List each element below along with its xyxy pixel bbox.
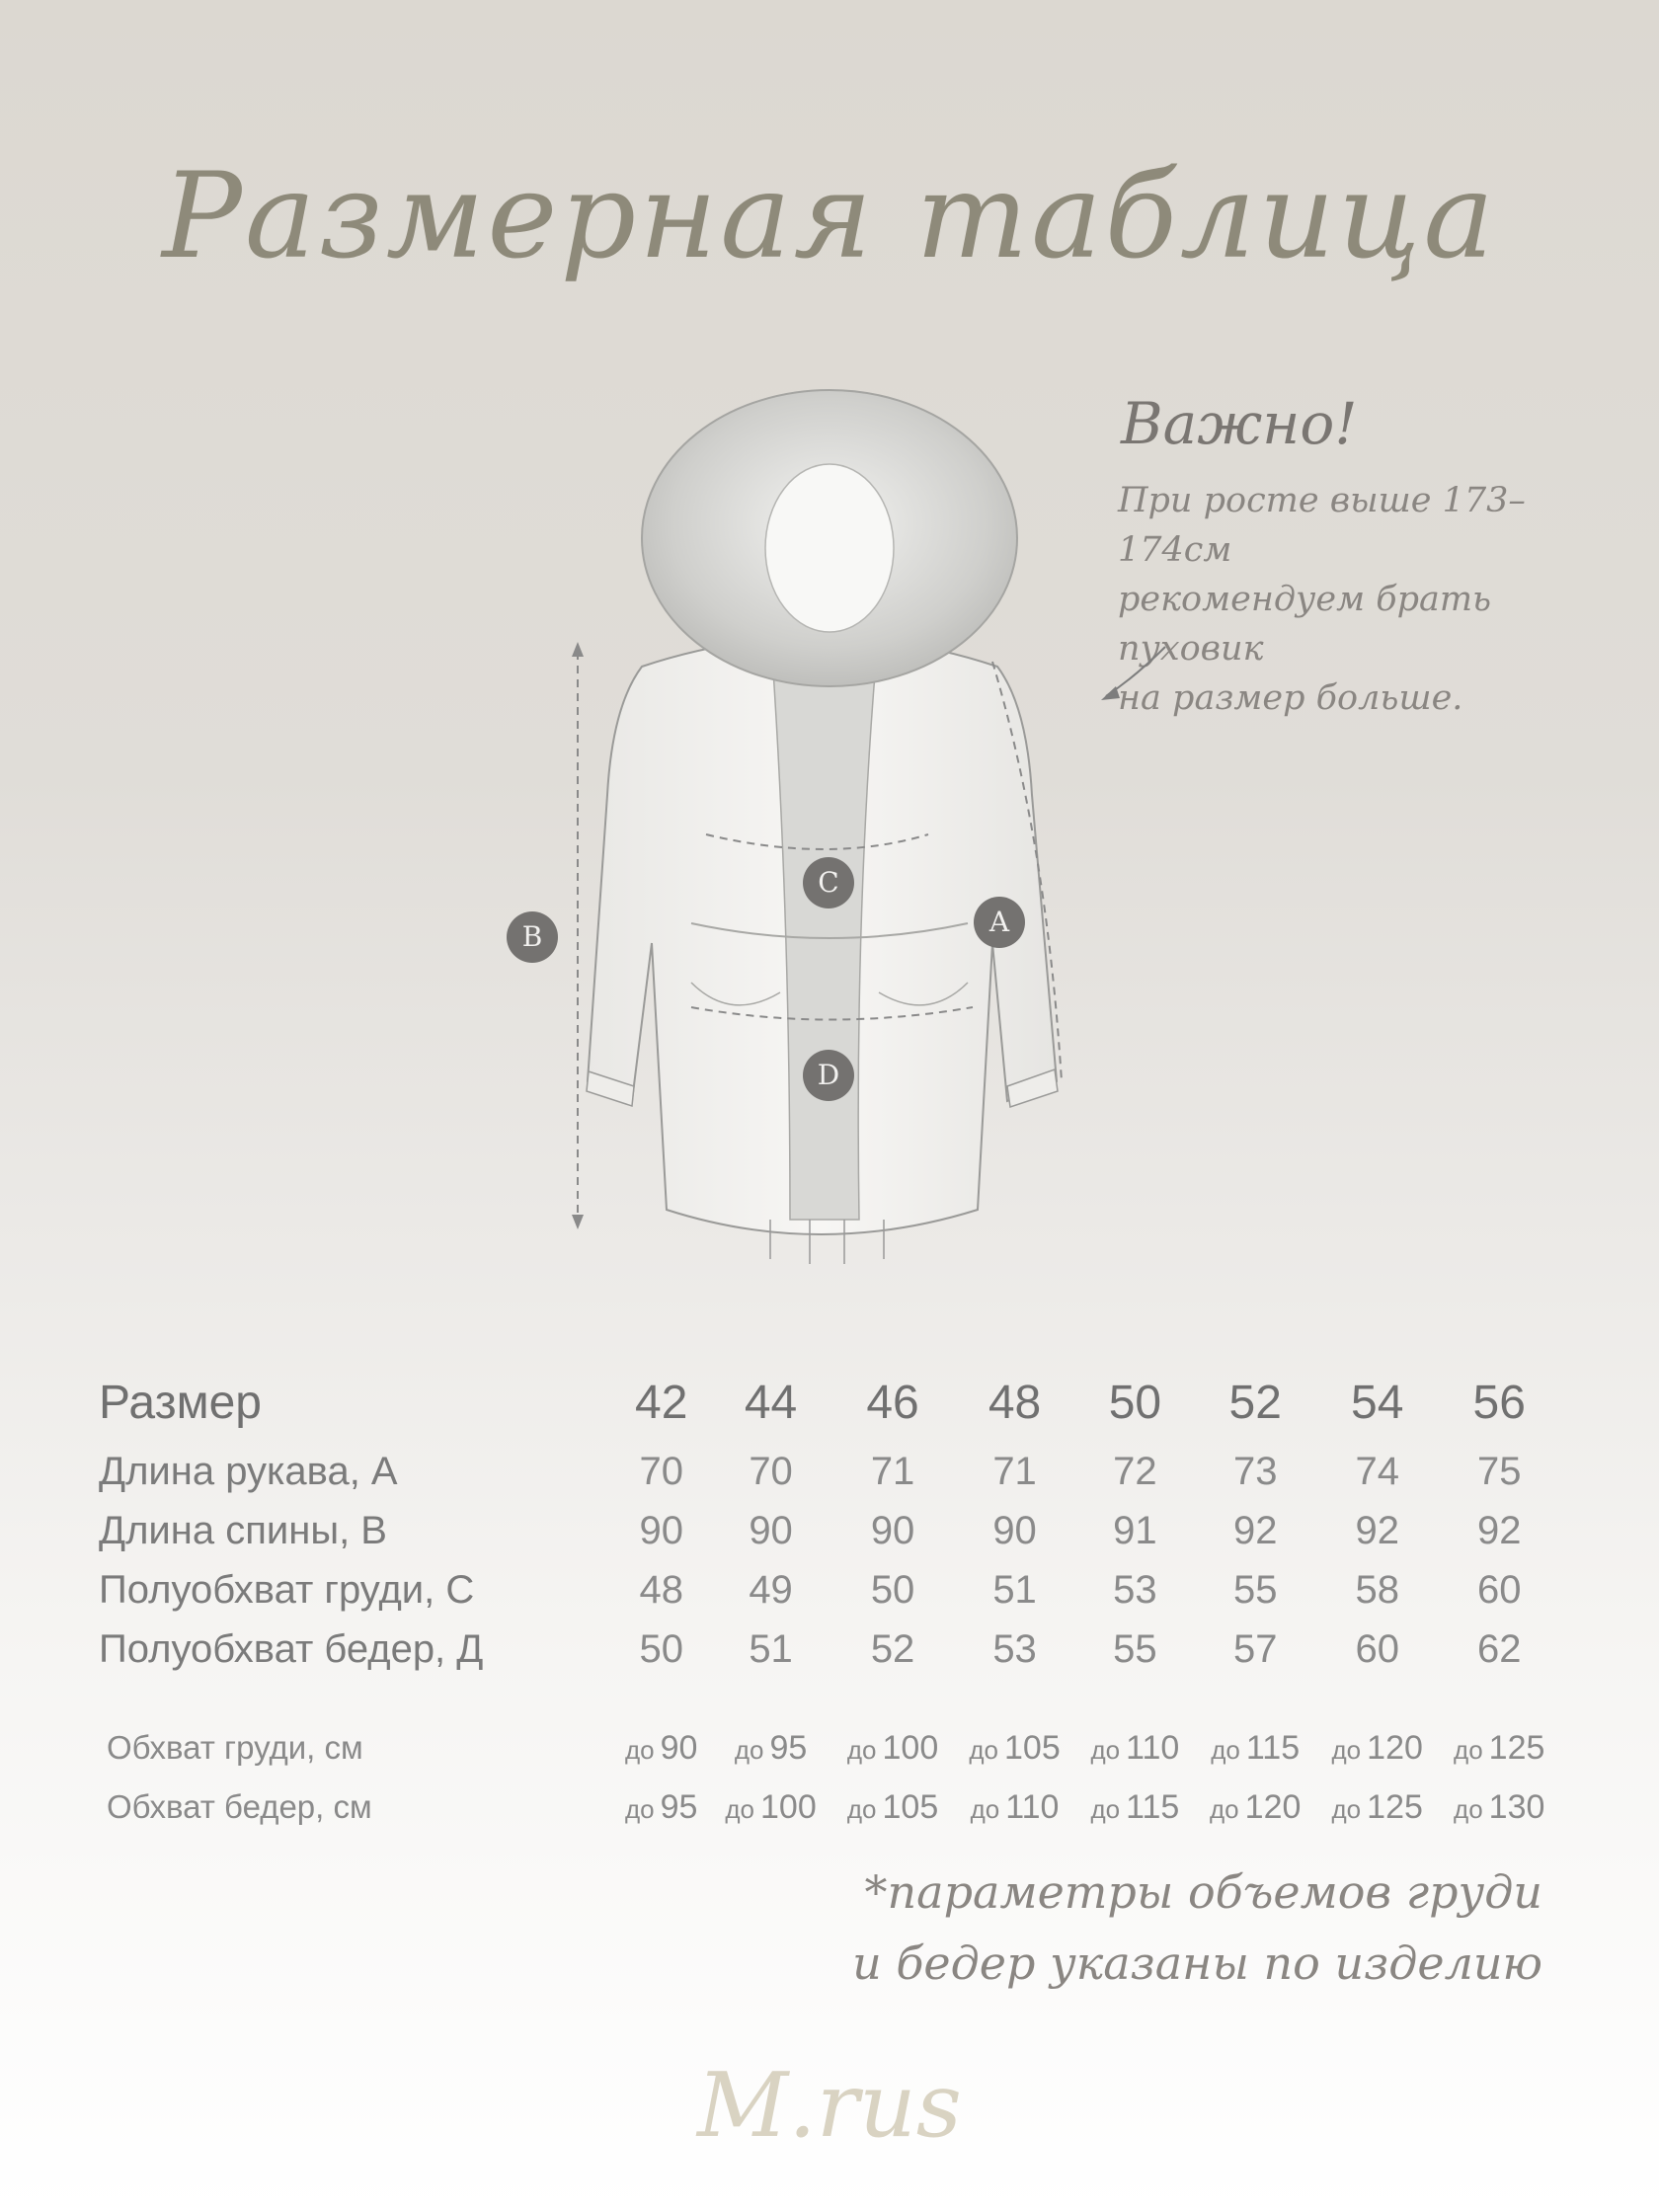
size-header-row (99, 1363, 1560, 1442)
row-label: Обхват бедер, см (107, 1788, 372, 1825)
table-cell: 73 (1232, 1449, 1278, 1493)
table-cell: 90 (870, 1508, 915, 1552)
size-col: 56 (1472, 1376, 1526, 1429)
coat-illustration (494, 351, 1185, 1318)
table-cell (1075, 1778, 1194, 1837)
table-cell: 49 (749, 1567, 793, 1612)
size-col: 50 (1108, 1376, 1162, 1429)
prefix-label: до (970, 1793, 1000, 1824)
table-cell (954, 1778, 1076, 1837)
table-cell: 53 (1113, 1567, 1157, 1612)
cell-value: 100 (882, 1728, 939, 1767)
size-col: 46 (866, 1376, 919, 1429)
table-row (99, 1501, 1560, 1560)
size-col: 54 (1351, 1376, 1404, 1429)
cell-value: 115 (1126, 1787, 1180, 1826)
cell-value: 130 (1488, 1787, 1545, 1826)
table-cell (613, 1718, 710, 1778)
page-title: Размерная таблица (162, 148, 1497, 285)
cell-value: 95 (769, 1728, 808, 1767)
prefix-label: до (624, 1734, 655, 1765)
marker-d: D (803, 1050, 854, 1101)
important-heading: Важно! (1121, 390, 1358, 457)
footnote (852, 1856, 1542, 1999)
table-cell: 60 (1355, 1626, 1399, 1671)
table-cell (831, 1718, 954, 1778)
table-cell: 51 (749, 1626, 793, 1671)
footnote-line: *параметры объемов груди (864, 1865, 1542, 1919)
prefix-label: до (969, 1734, 999, 1765)
table-cell: 90 (639, 1508, 683, 1552)
prefix-label: до (1454, 1793, 1483, 1824)
table-cell: 70 (749, 1449, 793, 1493)
important-note (1118, 476, 1631, 723)
table-cell: 71 (870, 1449, 915, 1493)
cell-value: 100 (760, 1787, 817, 1826)
table-cell: 90 (992, 1508, 1037, 1552)
prefix-label: до (734, 1734, 764, 1765)
size-col: 52 (1228, 1376, 1282, 1429)
table-cell: 50 (870, 1567, 915, 1612)
important-line: рекомендуем брать пуховик (1118, 580, 1492, 669)
table-cell (1438, 1718, 1560, 1778)
table-cell (831, 1778, 954, 1837)
cell-value: 120 (1244, 1787, 1302, 1826)
table-cell: 55 (1232, 1567, 1278, 1612)
table-cell: 92 (1476, 1508, 1522, 1552)
cell-value: 105 (882, 1787, 939, 1826)
cell-value: 125 (1367, 1787, 1423, 1826)
cell-value: 115 (1245, 1728, 1301, 1767)
prefix-label: до (1090, 1793, 1121, 1824)
table-cell: 92 (1355, 1508, 1399, 1552)
marker-b: B (507, 911, 558, 963)
table-cell (710, 1778, 832, 1837)
prefix-label: до (846, 1734, 877, 1765)
table-cell (954, 1718, 1076, 1778)
prefix-label: до (1211, 1734, 1240, 1765)
table-row (99, 1778, 1560, 1837)
footnote-line: и бедер указаны по изделию (852, 1936, 1542, 1990)
table-cell: 62 (1476, 1626, 1522, 1671)
table-cell: 51 (992, 1567, 1037, 1612)
prefix-label: до (725, 1793, 755, 1824)
table-spacer (99, 1679, 1560, 1718)
table-cell: 90 (749, 1508, 793, 1552)
table-cell: 75 (1476, 1449, 1522, 1493)
row-label: Длина рукава, А (99, 1449, 398, 1493)
table-cell (613, 1778, 710, 1837)
prefix-label: до (1210, 1793, 1239, 1824)
coat-drawing (494, 351, 1185, 1318)
table-cell (1438, 1778, 1560, 1837)
table-cell: 58 (1355, 1567, 1399, 1612)
table-cell: 91 (1113, 1508, 1157, 1552)
table-cell: 53 (992, 1626, 1037, 1671)
cell-value: 95 (660, 1787, 698, 1826)
prefix-label: до (846, 1793, 877, 1824)
table-cell (1316, 1778, 1439, 1837)
table-cell: 50 (639, 1626, 683, 1671)
row-label: Полуобхват бедер, Д (99, 1626, 484, 1671)
table-cell: 92 (1232, 1508, 1278, 1552)
row-label: Длина спины, В (99, 1508, 387, 1552)
prefix-label: до (1331, 1734, 1362, 1765)
table-cell: 48 (639, 1567, 683, 1612)
cell-value: 105 (1004, 1728, 1061, 1767)
size-col: 44 (744, 1376, 798, 1429)
size-header-label: Размер (99, 1376, 262, 1429)
size-table (99, 1363, 1560, 1837)
cell-value: 110 (1005, 1787, 1060, 1826)
prefix-label: до (624, 1793, 655, 1824)
table-cell: 52 (870, 1626, 915, 1671)
cell-value: 90 (660, 1728, 698, 1767)
cell-value: 110 (1126, 1728, 1180, 1767)
important-line: на размер больше. (1118, 678, 1463, 718)
table-row (99, 1442, 1560, 1501)
table-cell (1194, 1778, 1316, 1837)
marker-a: A (974, 897, 1025, 948)
table-cell (1194, 1718, 1316, 1778)
table-row (99, 1718, 1560, 1778)
table-cell: 60 (1476, 1567, 1522, 1612)
table-cell: 71 (992, 1449, 1037, 1493)
table-row (99, 1560, 1560, 1620)
table-cell (1075, 1718, 1194, 1778)
marker-c: C (803, 857, 854, 908)
table-row (99, 1620, 1560, 1679)
important-line: При росте выше 173–174см (1118, 481, 1526, 570)
table-cell: 72 (1113, 1449, 1157, 1493)
row-label: Обхват груди, см (107, 1729, 363, 1766)
size-col: 42 (635, 1376, 688, 1429)
prefix-label: до (1090, 1734, 1121, 1765)
table-cell: 70 (639, 1449, 683, 1493)
brand-logo: M.rus (697, 2054, 962, 2158)
table-cell (1316, 1718, 1439, 1778)
prefix-label: до (1454, 1734, 1483, 1765)
table-cell (710, 1718, 832, 1778)
table-cell: 57 (1232, 1626, 1278, 1671)
prefix-label: до (1331, 1793, 1362, 1824)
cell-value: 125 (1488, 1728, 1545, 1767)
table-cell: 74 (1355, 1449, 1399, 1493)
row-label: Полуобхват груди, С (99, 1567, 475, 1612)
table-cell: 55 (1113, 1626, 1157, 1671)
size-col: 48 (988, 1376, 1042, 1429)
cell-value: 120 (1367, 1728, 1423, 1767)
